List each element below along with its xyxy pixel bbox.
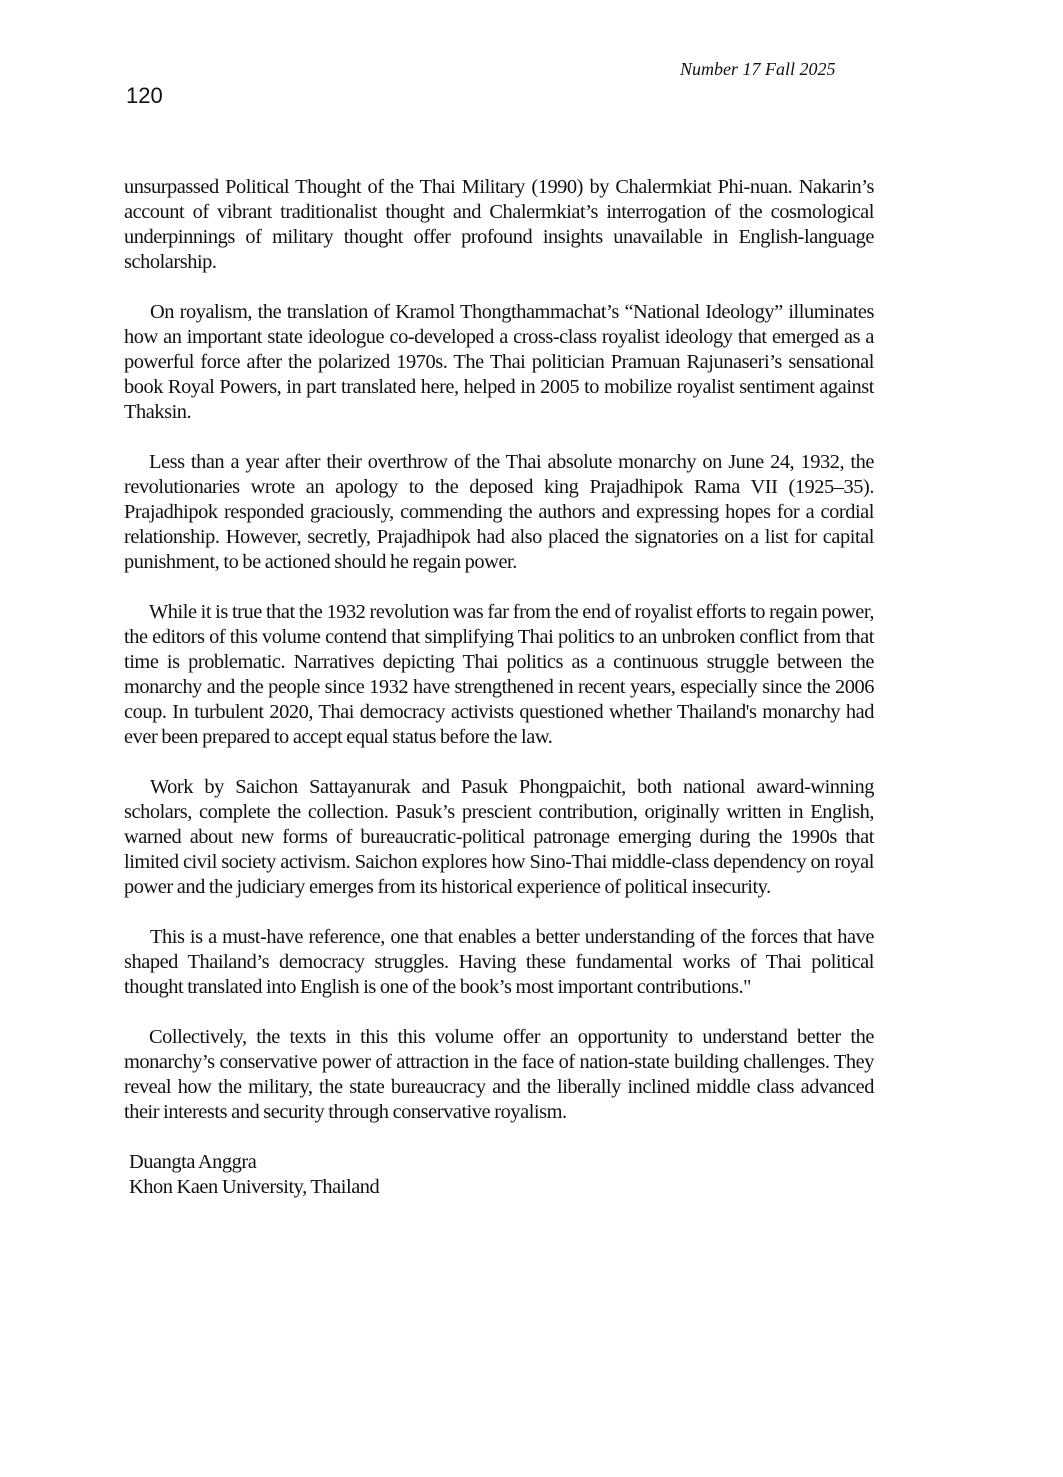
paragraph-1932-apology: Less than a year after their overthrow of the Thai absolute monarchy on June 24, 1932, the revolutionaries wrote an apology to the deposed king Prajadhipok Rama VII (1925–35). Prajadhipok responded graciously, commending the authors and expressing hopes for a cordial relationship. However, secretly, Prajadhipok had also placed the signatories on a list for capital punishment, to be actioned should he regain power.: [124, 451, 874, 573]
reviewer-name: Duangta Anggra: [129, 1151, 257, 1173]
paragraph-1932-revolution: While it is true that the 1932 revolution was far from the end of royalist efforts to regain power, the editors of this volume contend that simplifying Thai politics to an unbroken conflict from that time is problematic. Narratives depicting Thai politics as a continuous struggle between the monarchy and the people since 1932 have strengthened in recent years, especially since the 2006 coup. In turbulent 2020, Thai democracy activists questioned whether Thailand's monarchy had ever been prepared to accept equal status before the law.: [124, 601, 874, 748]
article-body: [124, 175, 874, 1200]
paragraph-saichon-pasuk: Work by Saichon Sattayanurak and Pasuk Phongpaichit, both national award-winning scholars, complete the collection. Pasuk’s prescient contribution, originally written in English, warned about new forms of bureaucratic-political patronage emerging during the 1990s that limited civil society activism. Saichon explores how Sino-Thai middle-class dependency on royal power and the judiciary emerges from its historical experience of political insecurity.: [124, 776, 874, 898]
running-head: Number 17 Fall 2025: [680, 59, 836, 79]
paragraph-collectively: Collectively, the texts in this this volume offer an opportunity to understand better the monarchy’s conservative power of attraction in the face of nation-state building challenges. They reveal how the military, the state bureaucracy and the liberally inclined middle class advanced their interests and security through conservative royalism.: [124, 1026, 874, 1123]
reviewer-affiliation: Khon Kaen University, Thailand: [129, 1176, 380, 1198]
page-number: 120: [126, 83, 163, 108]
paragraph-royalism: On royalism, the translation of Kramol Thongthammachat’s “National Ideology” illuminates how an important state ideologue co-developed a cross-class royalist ideology that emerged as a powerful force after the polarized 1970s. The Thai politician Pramuan Rajunaseri’s sensational book Royal Powers, in part translated here, helped in 2005 to mobilize royalist sentiment against Thaksin.: [124, 301, 874, 423]
paragraph-continued: unsurpassed Political Thought of the Thai Military (1990) by Chalermkiat Phi-nuan. Nakarin’s account of vibrant traditionalist thought and Chalermkiat’s interrogation of the cosmological underpinnings of military thought offer profound insights unavailable in English-language scholarship.: [124, 176, 874, 273]
reviewer-signature: [124, 1150, 874, 1200]
paragraph-must-have-reference: This is a must-have reference, one that enables a better understanding of the forces that have shaped Thailand’s democracy struggles. Having these fundamental works of Thai political thought translated into English is one of the book’s most important contributions.": [124, 926, 874, 998]
